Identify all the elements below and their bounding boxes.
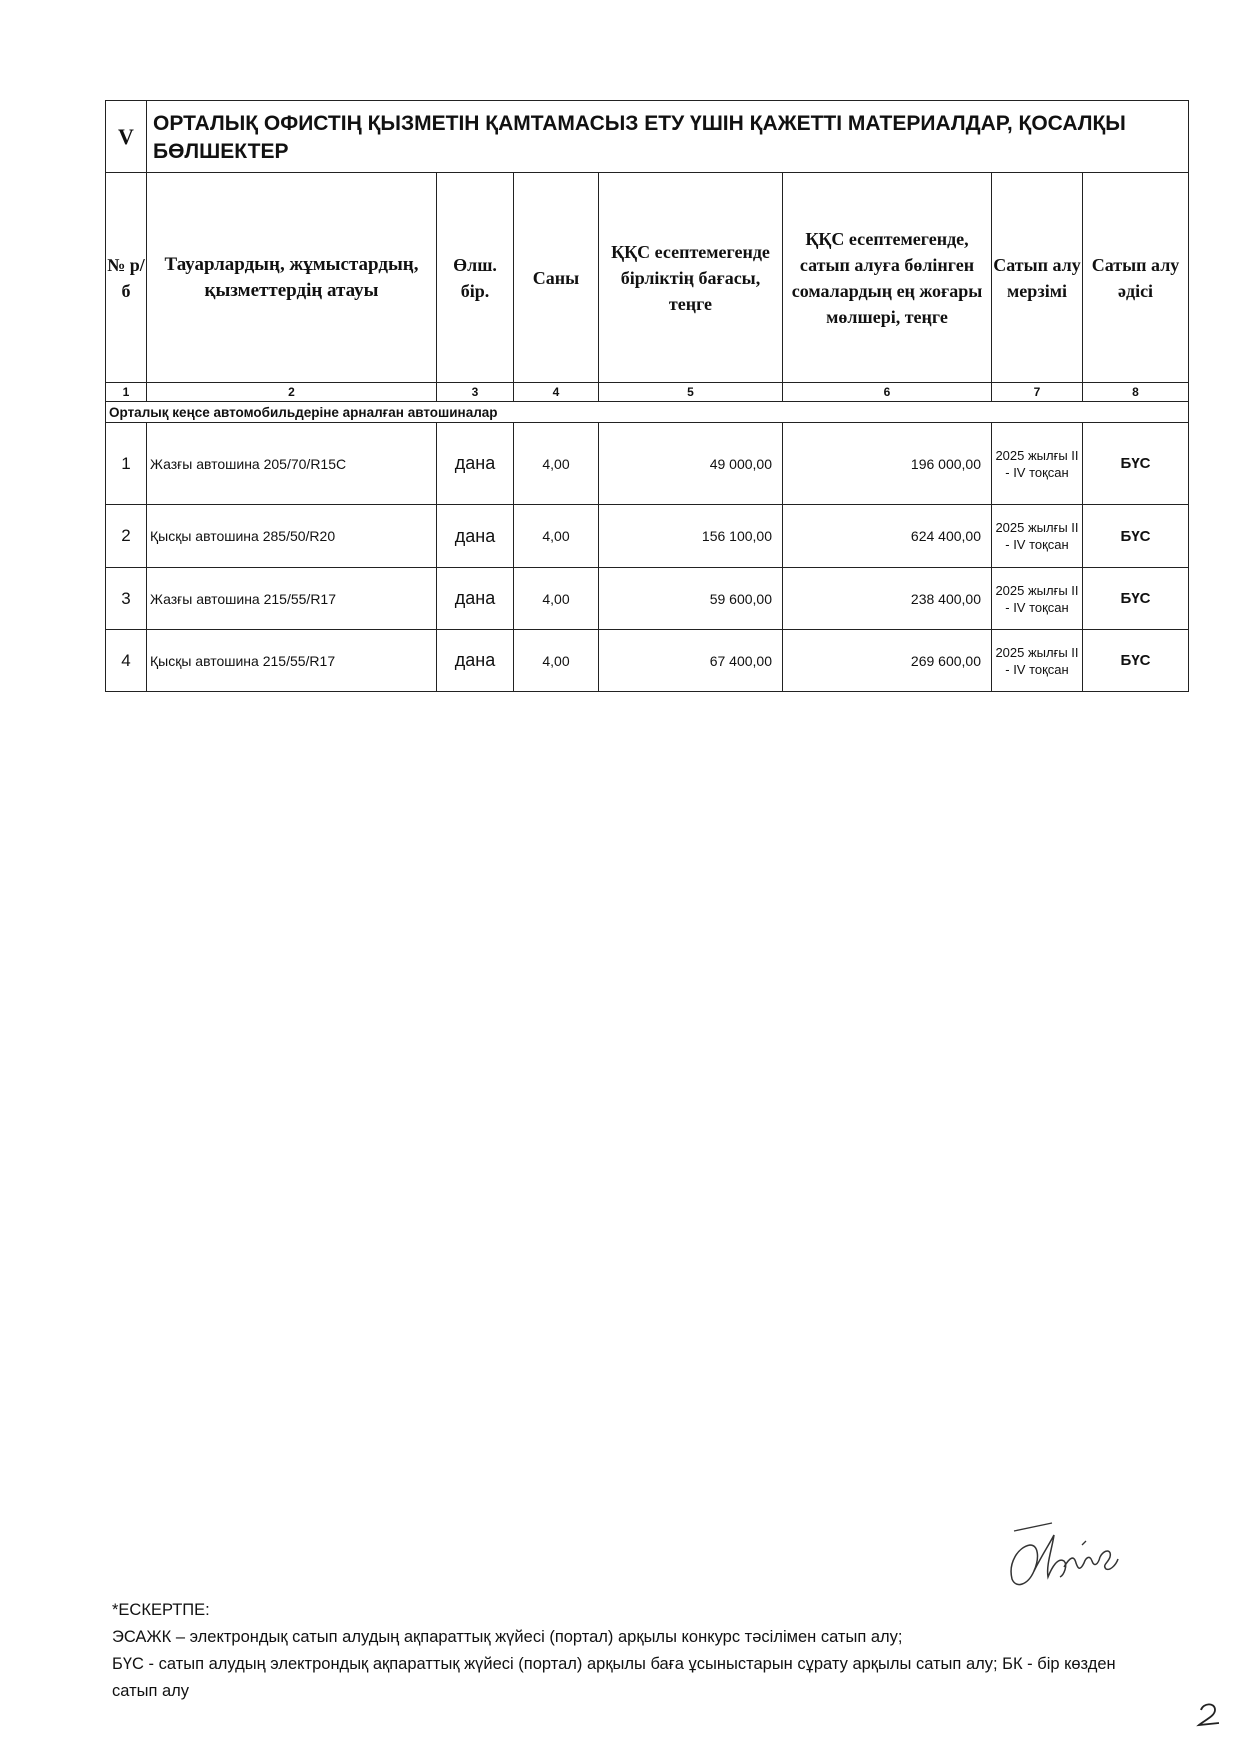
col-index: 1 bbox=[106, 383, 147, 402]
section-title: ОРТАЛЫҚ ОФИСТІҢ ҚЫЗМЕТІН ҚАМТАМАСЫЗ ЕТУ ҮШІН ҚАЖЕТТІ МАТЕРИАЛДАР, ҚОСАЛҚЫ БӨЛШЕКТЕР bbox=[147, 101, 1189, 173]
table-row bbox=[106, 630, 1189, 692]
item-method: БҮС bbox=[1083, 505, 1189, 568]
item-name: Қысқы автошина 215/55/R17 bbox=[147, 630, 437, 692]
row-number: 3 bbox=[106, 568, 147, 630]
col-header-price: ҚҚС есептемегенде бірліктің бағасы, теңге bbox=[599, 173, 783, 383]
category-label: Орталық кеңсе автомобильдеріне арналған автошиналар bbox=[106, 402, 1189, 423]
table-row bbox=[106, 505, 1189, 568]
column-header-row bbox=[106, 173, 1189, 383]
item-quantity: 4,00 bbox=[514, 630, 599, 692]
notes-line-esajk: ЭСАЖК – электрондық сатып алудың ақпараттық жүйесі (портал) арқылы конкурс тәсілімен сатып алу; bbox=[112, 1628, 903, 1646]
procurement-table bbox=[105, 100, 1189, 692]
col-index: 5 bbox=[599, 383, 783, 402]
section-header-row bbox=[106, 101, 1189, 173]
handwritten-signature bbox=[1000, 1505, 1130, 1595]
item-total: 624 400,00 bbox=[783, 505, 992, 568]
item-total: 196 000,00 bbox=[783, 423, 992, 505]
handwritten-page-number bbox=[1195, 1700, 1225, 1730]
table-row bbox=[106, 568, 1189, 630]
row-number: 4 bbox=[106, 630, 147, 692]
item-quantity: 4,00 bbox=[514, 505, 599, 568]
item-total: 238 400,00 bbox=[783, 568, 992, 630]
item-unit-price: 156 100,00 bbox=[599, 505, 783, 568]
item-name: Қысқы автошина 285/50/R20 bbox=[147, 505, 437, 568]
item-term: 2025 жылғы II - IV тоқсан bbox=[992, 423, 1083, 505]
table-row bbox=[106, 423, 1189, 505]
item-unit: дана bbox=[437, 630, 514, 692]
footnotes bbox=[112, 1597, 1132, 1705]
col-index: 4 bbox=[514, 383, 599, 402]
item-quantity: 4,00 bbox=[514, 423, 599, 505]
item-unit-price: 49 000,00 bbox=[599, 423, 783, 505]
item-method: БҮС bbox=[1083, 423, 1189, 505]
col-index: 8 bbox=[1083, 383, 1189, 402]
col-header-unit: Өлш. бір. bbox=[437, 173, 514, 383]
row-number: 1 bbox=[106, 423, 147, 505]
item-method: БҮС bbox=[1083, 630, 1189, 692]
col-index: 7 bbox=[992, 383, 1083, 402]
category-row bbox=[106, 402, 1189, 423]
item-name: Жазғы автошина 215/55/R17 bbox=[147, 568, 437, 630]
item-method: БҮС bbox=[1083, 568, 1189, 630]
column-index-row bbox=[106, 383, 1189, 402]
item-unit: дана bbox=[437, 505, 514, 568]
notes-line-bus: БҮС - сатып алудың электрондық ақпараттық жүйесі (портал) арқылы баға ұсыныстарын сұрату арқылы сатып алу; БК - бір көзден сатып алу bbox=[112, 1655, 1116, 1700]
item-unit: дана bbox=[437, 423, 514, 505]
item-unit-price: 59 600,00 bbox=[599, 568, 783, 630]
item-unit-price: 67 400,00 bbox=[599, 630, 783, 692]
item-name: Жазғы автошина 205/70/R15C bbox=[147, 423, 437, 505]
col-header-qty: Саны bbox=[514, 173, 599, 383]
col-header-total: ҚҚС есептемегенде, сатып алуға бөлінген сомалардың ең жоғары мөлшері, теңге bbox=[783, 173, 992, 383]
item-unit: дана bbox=[437, 568, 514, 630]
notes-heading: *ЕСКЕРТПЕ: bbox=[112, 1601, 210, 1619]
item-total: 269 600,00 bbox=[783, 630, 992, 692]
item-term: 2025 жылғы II - IV тоқсан bbox=[992, 630, 1083, 692]
row-number: 2 bbox=[106, 505, 147, 568]
col-index: 3 bbox=[437, 383, 514, 402]
item-quantity: 4,00 bbox=[514, 568, 599, 630]
col-header-method: Сатып алу әдісі bbox=[1083, 173, 1189, 383]
col-header-name: Тауарлардың, жұмыстардың, қызметтердің атауы bbox=[147, 173, 437, 383]
item-term: 2025 жылғы II - IV тоқсан bbox=[992, 568, 1083, 630]
item-term: 2025 жылғы II - IV тоқсан bbox=[992, 505, 1083, 568]
col-header-term: Сатып алу мерзімі bbox=[992, 173, 1083, 383]
col-index: 6 bbox=[783, 383, 992, 402]
col-header-num: № р/б bbox=[106, 173, 147, 383]
section-number: V bbox=[106, 101, 147, 173]
col-index: 2 bbox=[147, 383, 437, 402]
